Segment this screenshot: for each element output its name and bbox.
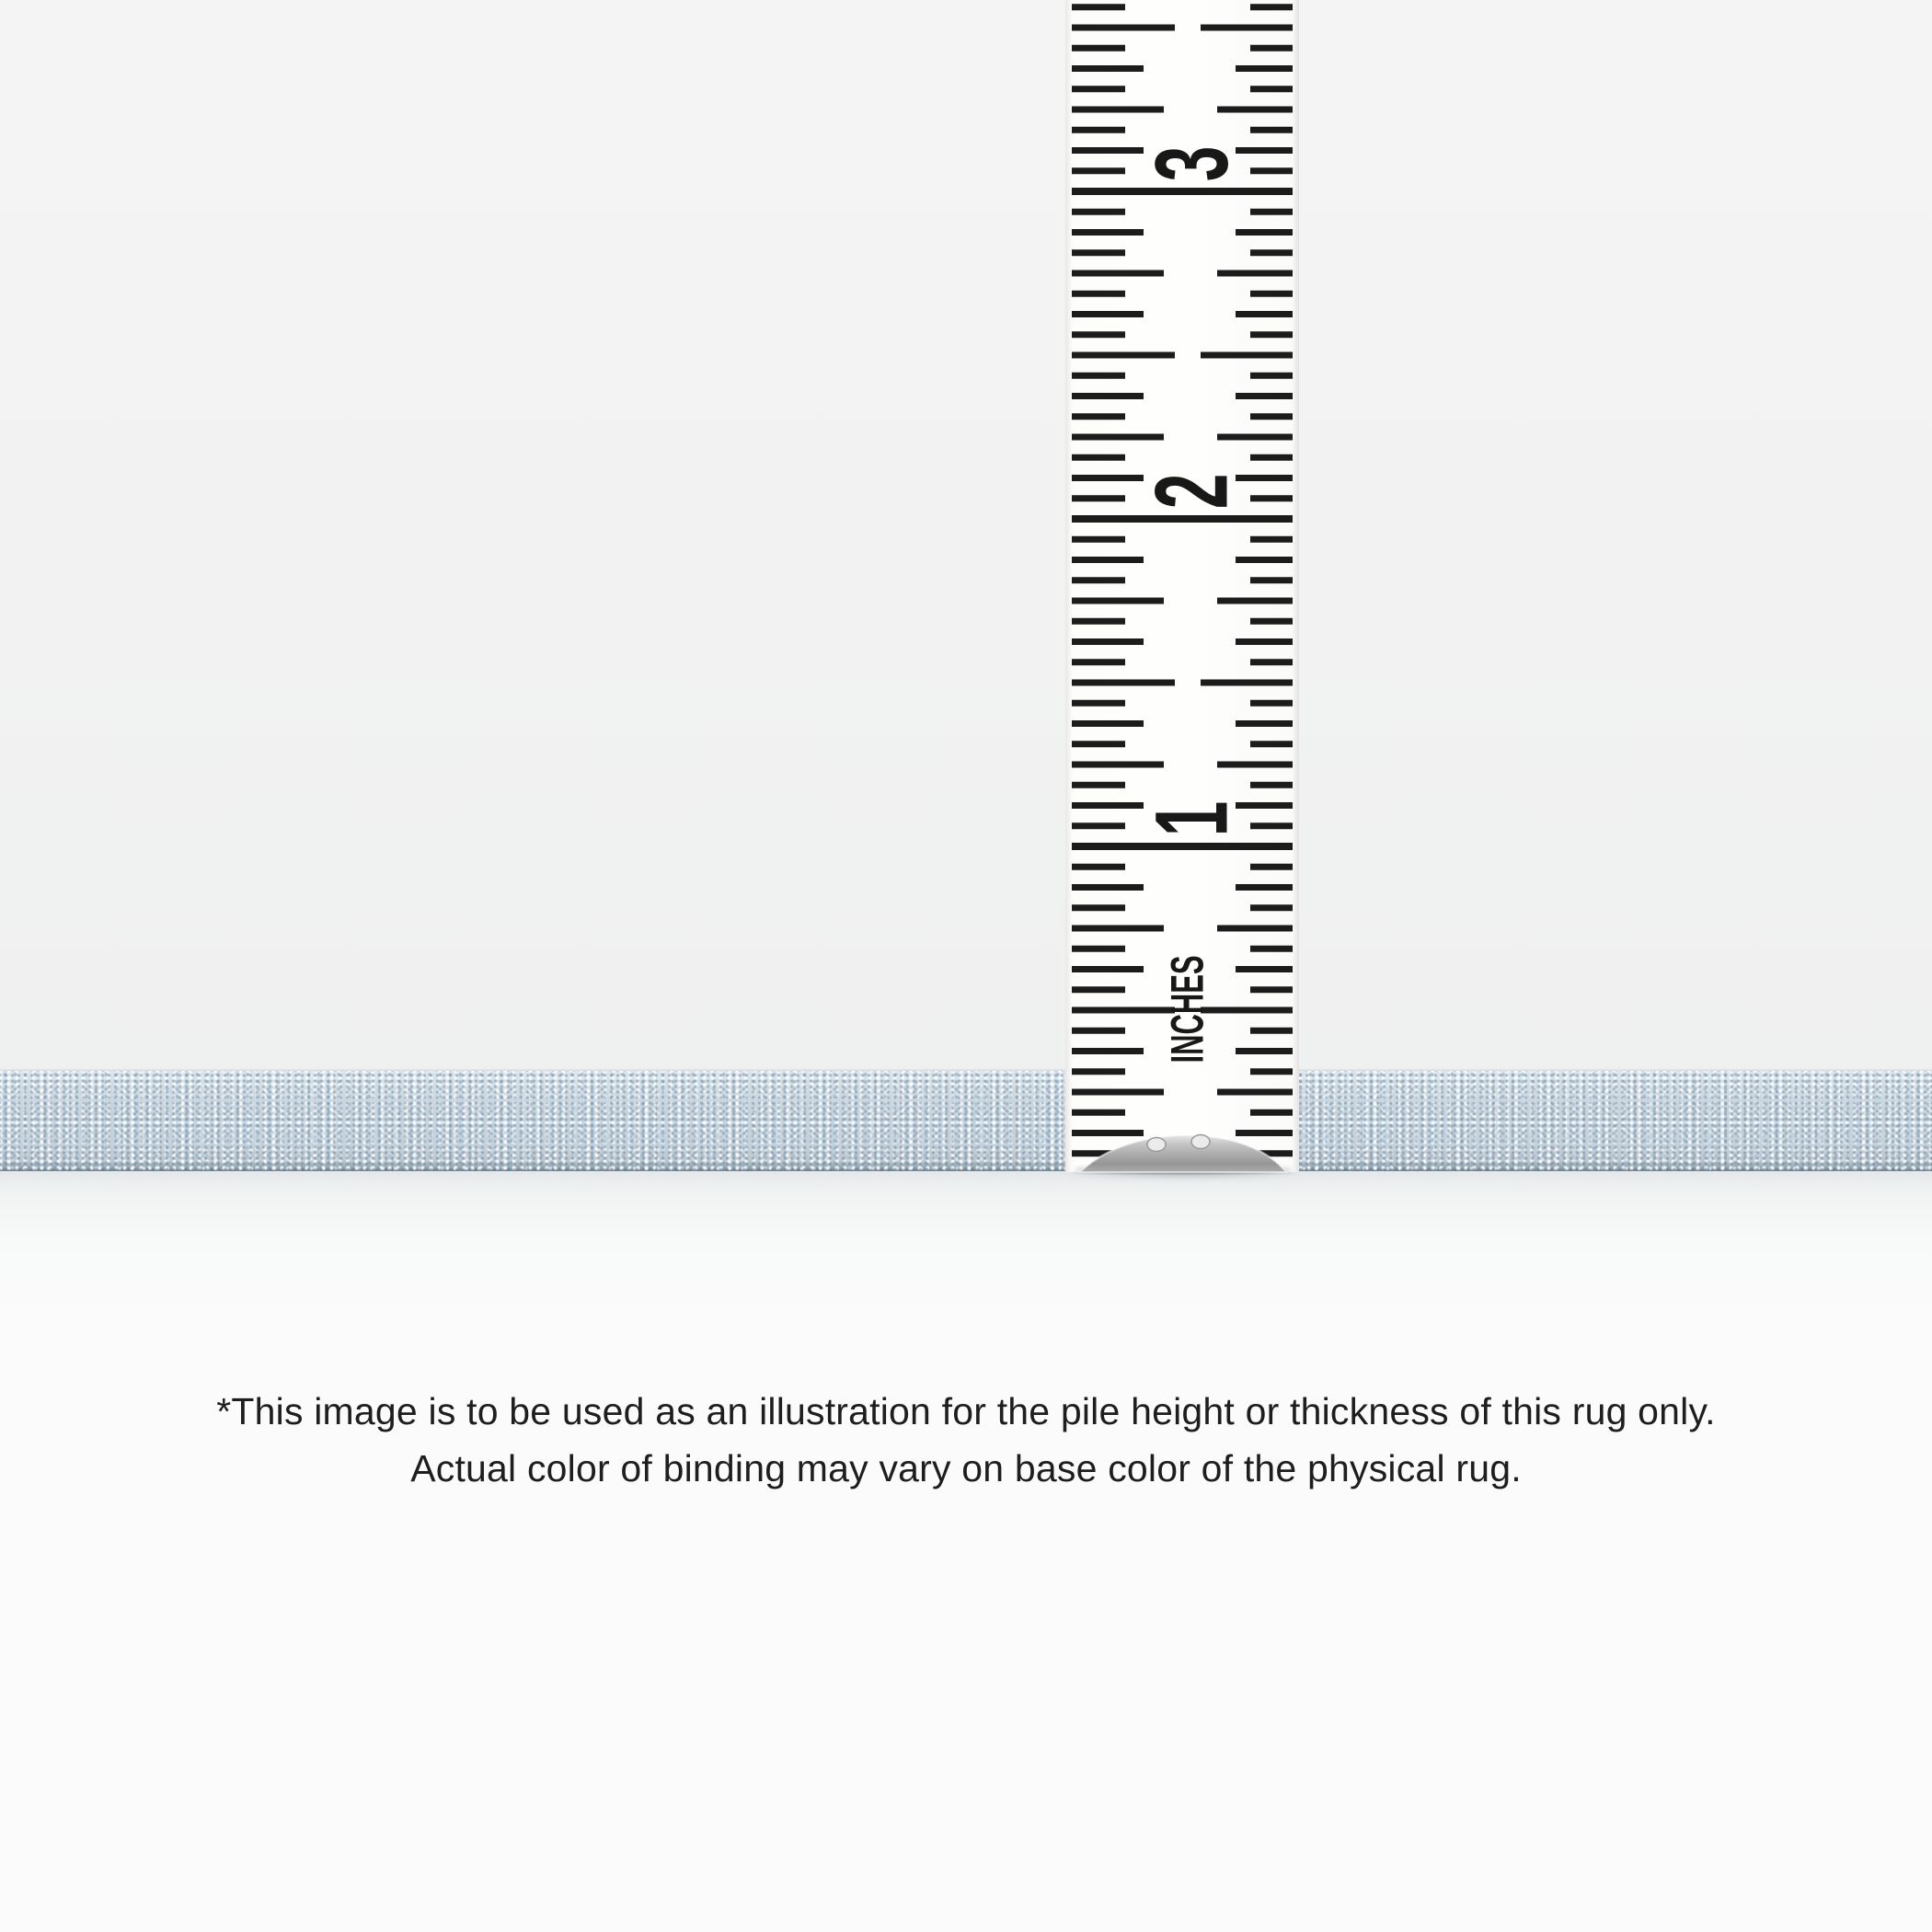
ruler-inch-label: 1 [1133,800,1249,837]
ruler-svg [1065,0,1299,1175]
caption-line-2: Actual color of binding may vary on base color of the physical rug. [410,1447,1522,1489]
end-cap-rivet [1147,1138,1166,1152]
floor-surface [0,1171,1932,1932]
caption-line-1: *This image is to be used as an illustration for the pile height or thickness of this rug only. [216,1390,1716,1432]
ruler-unit-label: INCHES [1160,955,1213,1064]
ruler [1065,0,1299,1175]
caption [0,1383,1932,1497]
rug-cross-section [0,1071,1932,1171]
end-cap-rivet [1191,1135,1210,1149]
ruler-inch-label: 2 [1133,473,1249,510]
ruler-inch-label: 3 [1133,145,1249,182]
